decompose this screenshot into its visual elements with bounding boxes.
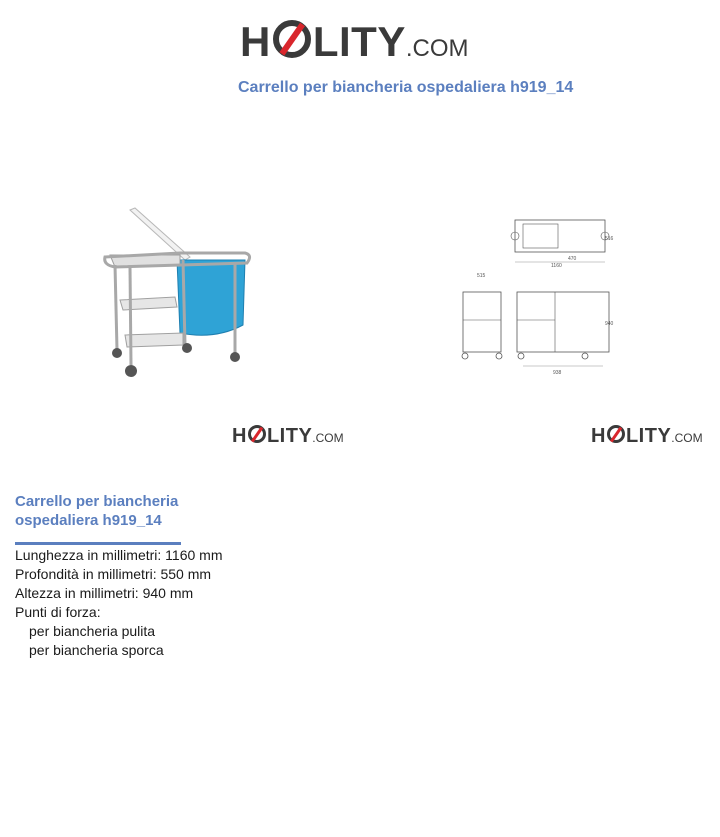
logo-text-left: H <box>240 18 271 65</box>
spec-strengths-label: Punti di forza: <box>15 604 101 620</box>
logo-o-icon <box>248 425 266 443</box>
dim-side-width: 515 <box>477 273 486 279</box>
spec-list <box>15 546 223 660</box>
logo-text-right: LITY <box>625 425 672 447</box>
logo-suffix: .COM <box>671 431 703 445</box>
logo-text-left: H <box>591 425 606 447</box>
dim-height: 940 <box>605 321 614 327</box>
logo-suffix: .COM <box>312 431 344 445</box>
dim-base: 938 <box>553 370 562 376</box>
dim-inner: 470 <box>568 256 577 262</box>
product-image <box>95 205 265 385</box>
logo-suffix: .COM <box>405 35 469 62</box>
image-logo-left <box>232 424 344 448</box>
image-logo-right <box>591 424 703 448</box>
title-underline <box>15 542 181 545</box>
logo-text-right: LITY <box>312 18 406 65</box>
page-title: Carrello per biancheria ospedaliera h919_14 <box>238 79 574 96</box>
logo-text-right: LITY <box>266 425 313 447</box>
spec-height: Altezza in millimetri: 940 mm <box>15 585 194 601</box>
logo-o-icon <box>607 425 625 443</box>
logo-o-icon <box>273 20 311 58</box>
technical-drawing <box>455 210 615 380</box>
site-logo[interactable] <box>240 18 469 66</box>
strength-item: per biancheria pulita <box>29 623 156 639</box>
product-title: Carrello per biancheria ospedaliera h919_14 <box>15 493 179 529</box>
logo-text-left: H <box>232 425 247 447</box>
strength-item: per biancheria sporca <box>29 642 164 658</box>
dim-length: 1160 <box>551 263 562 269</box>
dim-depth-top: 516 <box>605 236 614 242</box>
spec-length: Lunghezza in millimetri: 1160 mm <box>15 547 223 563</box>
spec-depth: Profondità in millimetri: 550 mm <box>15 566 212 582</box>
